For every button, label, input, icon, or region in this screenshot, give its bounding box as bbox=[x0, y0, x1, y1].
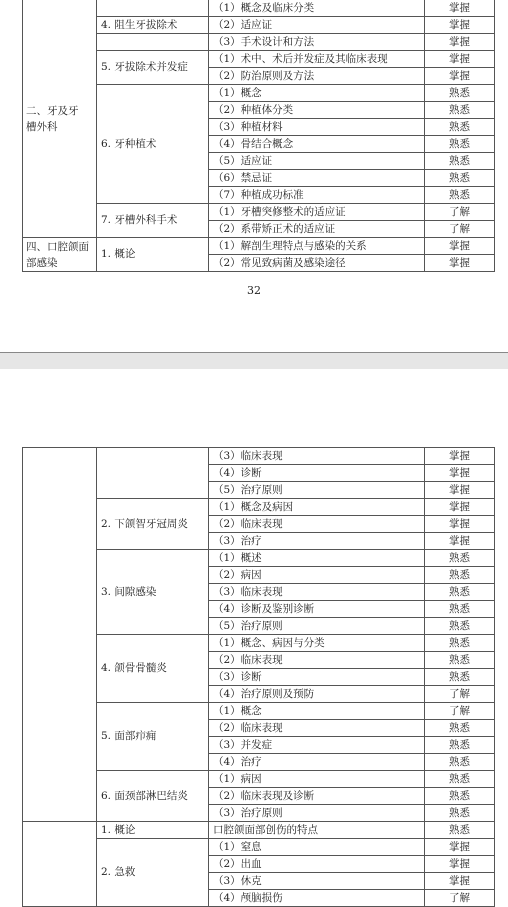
table-row bbox=[23, 448, 495, 465]
item-cell: （2）临床表现及诊断 bbox=[209, 788, 425, 805]
topic-cell: 1. 概论 bbox=[97, 822, 209, 839]
level-cell: 掌握 bbox=[425, 839, 495, 856]
section-label: 二、牙及牙槽外科 bbox=[26, 104, 79, 133]
item-cell: （5）治疗原则 bbox=[209, 618, 425, 635]
item-cell: （1）概念及病因 bbox=[209, 499, 425, 516]
level-cell: 熟悉 bbox=[425, 170, 495, 187]
item-cell: 口腔颌面部创伤的特点 bbox=[209, 822, 425, 839]
section-cell bbox=[23, 822, 97, 907]
section-label: 四、口腔颌面部感染 bbox=[26, 240, 89, 269]
page-33 bbox=[0, 369, 508, 906]
topic-cell: 7. 牙槽外科手术 bbox=[97, 204, 209, 238]
table-row bbox=[23, 0, 495, 17]
item-cell: （1）解剖生理特点与感染的关系 bbox=[209, 238, 425, 255]
topic-cell: 3. 间隙感染 bbox=[97, 550, 209, 635]
item-cell: （3）临床表现 bbox=[209, 448, 425, 465]
level-cell: 熟悉 bbox=[425, 754, 495, 771]
item-cell: （4）颅脑损伤 bbox=[209, 890, 425, 907]
section-cell bbox=[23, 238, 97, 272]
item-cell: （3）休克 bbox=[209, 873, 425, 890]
item-cell: （2）适应证 bbox=[209, 17, 425, 34]
item-cell: （2）病因 bbox=[209, 567, 425, 584]
level-cell: 熟悉 bbox=[425, 788, 495, 805]
syllabus-table-top bbox=[22, 0, 495, 272]
topic-cell bbox=[97, 448, 209, 499]
item-cell: （6）禁忌证 bbox=[209, 170, 425, 187]
item-cell: （3）治疗 bbox=[209, 533, 425, 550]
page-32 bbox=[0, 0, 508, 352]
level-cell: 掌握 bbox=[425, 533, 495, 550]
level-cell: 熟悉 bbox=[425, 737, 495, 754]
level-cell: 了解 bbox=[425, 890, 495, 907]
section-cell bbox=[23, 448, 97, 822]
item-cell: （1）概念 bbox=[209, 85, 425, 102]
item-cell: （2）临床表现 bbox=[209, 516, 425, 533]
level-cell: 熟悉 bbox=[425, 601, 495, 618]
topic-cell: 5. 面部疖痈 bbox=[97, 703, 209, 771]
topic-cell: 1. 概论 bbox=[97, 238, 209, 272]
item-cell: （2）临床表现 bbox=[209, 652, 425, 669]
level-cell: 了解 bbox=[425, 221, 495, 238]
item-cell: （4）治疗原则及预防 bbox=[209, 686, 425, 703]
level-cell: 掌握 bbox=[425, 499, 495, 516]
item-cell: （7）种植成功标准 bbox=[209, 187, 425, 204]
level-cell: 掌握 bbox=[425, 516, 495, 533]
level-cell: 熟悉 bbox=[425, 567, 495, 584]
table-row bbox=[23, 238, 495, 255]
item-cell: （5）治疗原则 bbox=[209, 482, 425, 499]
item-cell: （4）治疗 bbox=[209, 754, 425, 771]
level-cell: 熟悉 bbox=[425, 771, 495, 788]
topic-cell: 2. 急救 bbox=[97, 839, 209, 907]
item-cell: （2）临床表现 bbox=[209, 720, 425, 737]
level-cell: 熟悉 bbox=[425, 85, 495, 102]
topic-cell: 6. 牙种植术 bbox=[97, 85, 209, 204]
level-cell: 掌握 bbox=[425, 0, 495, 17]
level-cell: 熟悉 bbox=[425, 618, 495, 635]
level-cell: 熟悉 bbox=[425, 187, 495, 204]
level-cell: 掌握 bbox=[425, 873, 495, 890]
page-number: 32 bbox=[247, 284, 261, 297]
topic-cell bbox=[97, 0, 209, 17]
level-cell: 熟悉 bbox=[425, 119, 495, 136]
topic-cell: 4. 颌骨骨髓炎 bbox=[97, 635, 209, 703]
level-cell: 熟悉 bbox=[425, 635, 495, 652]
level-cell: 熟悉 bbox=[425, 550, 495, 567]
level-cell: 熟悉 bbox=[425, 584, 495, 601]
level-cell: 熟悉 bbox=[425, 652, 495, 669]
level-cell: 熟悉 bbox=[425, 153, 495, 170]
level-cell: 掌握 bbox=[425, 255, 495, 272]
topic-cell: 2. 下颌智牙冠周炎 bbox=[97, 499, 209, 550]
level-cell: 掌握 bbox=[425, 51, 495, 68]
item-cell: （1）概念及临床分类 bbox=[209, 0, 425, 17]
item-cell: （3）临床表现 bbox=[209, 584, 425, 601]
item-cell: （4）诊断及鉴别诊断 bbox=[209, 601, 425, 618]
item-cell: （3）手术设计和方法 bbox=[209, 34, 425, 51]
level-cell: 熟悉 bbox=[425, 805, 495, 822]
item-cell: （1）概念 bbox=[209, 703, 425, 720]
item-cell: （5）适应证 bbox=[209, 153, 425, 170]
item-cell: （2）出血 bbox=[209, 856, 425, 873]
topic-cell: 4. 阻生牙拔除术 bbox=[97, 17, 209, 34]
level-cell: 掌握 bbox=[425, 238, 495, 255]
level-cell: 了解 bbox=[425, 686, 495, 703]
level-cell: 熟悉 bbox=[425, 720, 495, 737]
item-cell: （4）诊断 bbox=[209, 465, 425, 482]
item-cell: （4）骨结合概念 bbox=[209, 136, 425, 153]
topic-cell: 6. 面颈部淋巴结炎 bbox=[97, 771, 209, 822]
table-row bbox=[23, 822, 495, 839]
item-cell: （3）种植材料 bbox=[209, 119, 425, 136]
item-cell: （2）常见致病菌及感染途径 bbox=[209, 255, 425, 272]
level-cell: 掌握 bbox=[425, 856, 495, 873]
item-cell: （2）系带矫正术的适应证 bbox=[209, 221, 425, 238]
level-cell: 掌握 bbox=[425, 482, 495, 499]
level-cell: 掌握 bbox=[425, 448, 495, 465]
level-cell: 熟悉 bbox=[425, 102, 495, 119]
level-cell: 掌握 bbox=[425, 34, 495, 51]
level-cell: 熟悉 bbox=[425, 136, 495, 153]
item-cell: （1）概念、病因与分类 bbox=[209, 635, 425, 652]
item-cell: （1）窒息 bbox=[209, 839, 425, 856]
item-cell: （3）治疗原则 bbox=[209, 805, 425, 822]
page-break bbox=[0, 352, 508, 370]
item-cell: （1）术中、术后并发症及其临床表现 bbox=[209, 51, 425, 68]
section-cell bbox=[23, 0, 97, 238]
level-cell: 熟悉 bbox=[425, 669, 495, 686]
item-cell: （2）防治原则及方法 bbox=[209, 68, 425, 85]
topic-cell bbox=[97, 34, 209, 51]
item-cell: （2）种植体分类 bbox=[209, 102, 425, 119]
level-cell: 熟悉 bbox=[425, 822, 495, 839]
item-cell: （1）概述 bbox=[209, 550, 425, 567]
level-cell: 掌握 bbox=[425, 68, 495, 85]
item-cell: （1）牙槽突修整术的适应证 bbox=[209, 204, 425, 221]
item-cell: （3）诊断 bbox=[209, 669, 425, 686]
level-cell: 了解 bbox=[425, 204, 495, 221]
level-cell: 掌握 bbox=[425, 17, 495, 34]
item-cell: （1）病因 bbox=[209, 771, 425, 788]
level-cell: 了解 bbox=[425, 703, 495, 720]
syllabus-table-bottom bbox=[22, 447, 495, 907]
level-cell: 掌握 bbox=[425, 465, 495, 482]
topic-cell: 5. 牙拔除术并发症 bbox=[97, 51, 209, 85]
item-cell: （3）并发症 bbox=[209, 737, 425, 754]
